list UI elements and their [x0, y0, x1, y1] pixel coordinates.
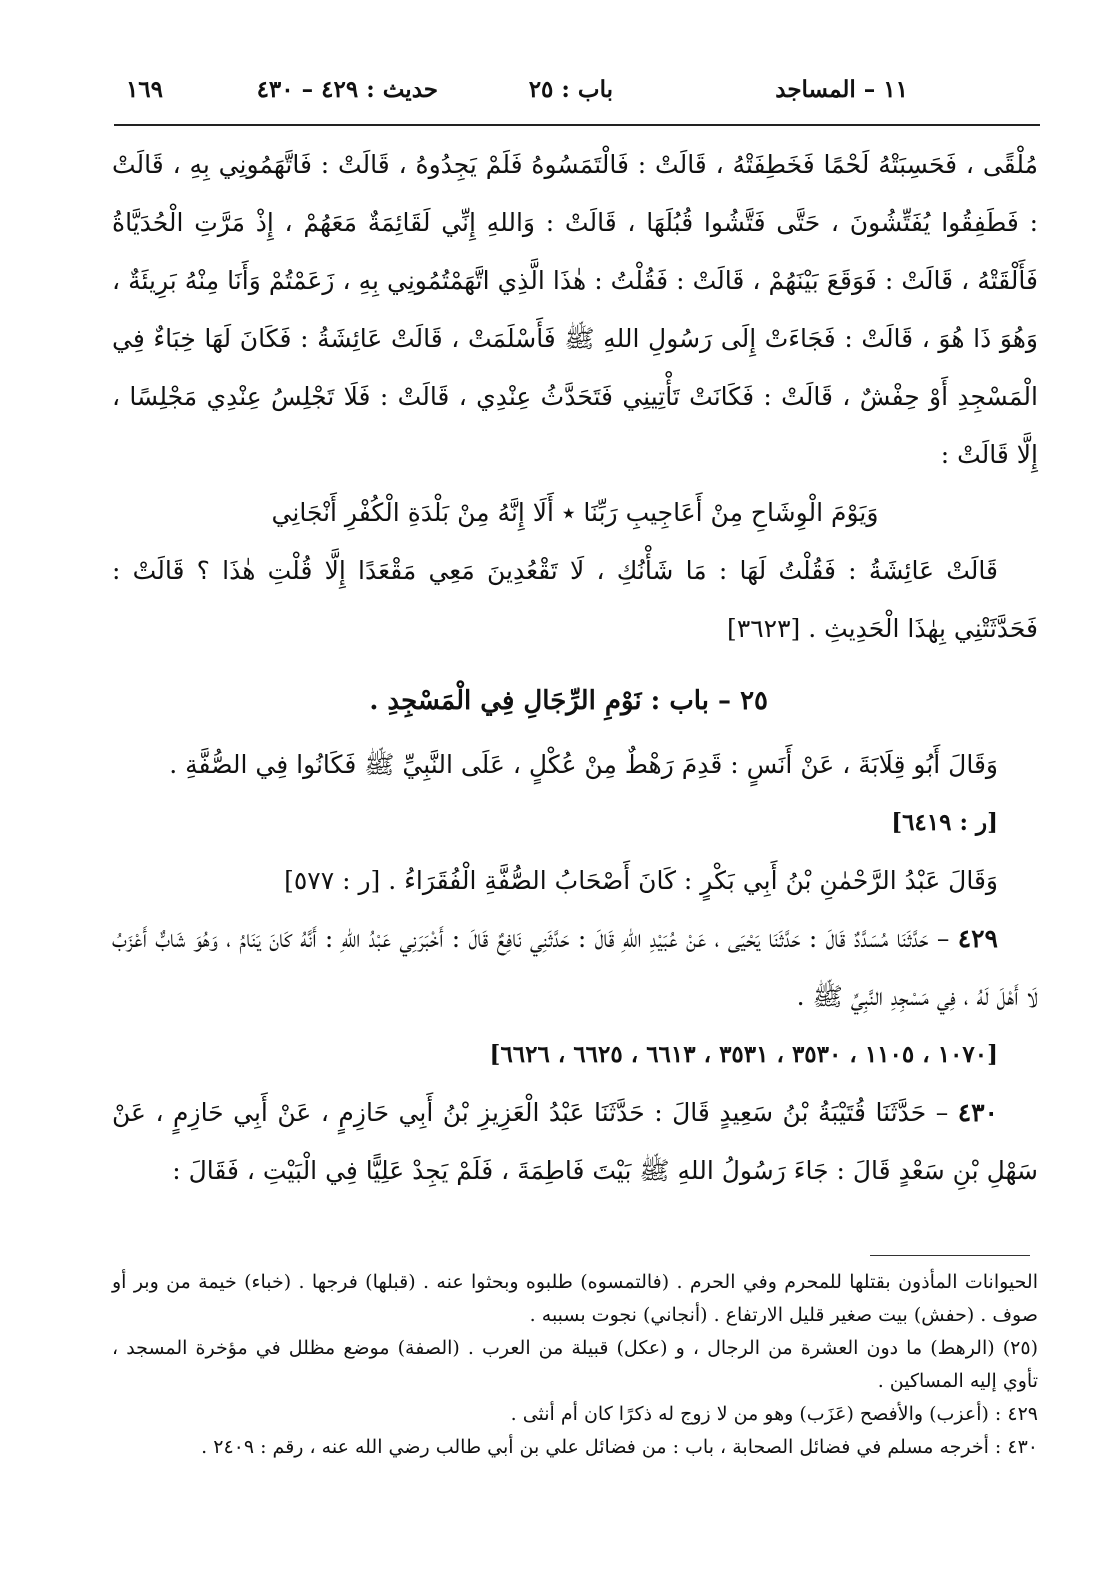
footnote-divider: [870, 1255, 1030, 1256]
hadith-429-text: – حَدَّثَنَا مُسَدَّدٌ قَالَ : حَدَّثَنَا يَحْيَى ، عَنْ عُبَيْدِ اللهِ قَالَ : حَدَّثَنِي نَافِعٌ قَالَ : أَخْبَرَنِي عَبْدُ اللهِ : أَنَّهُ كَانَ يَنَامُ ، وَهُوَ شَابٌّ أَعْزَبُ لَا أَهْلَ لَهُ ، فِي مَسْجِدِ النَّبِيِّ ﷺ .: [112, 924, 1038, 1011]
header-divider: [114, 124, 1040, 126]
chapter-title-header: ١١ – المساجد: [775, 76, 908, 103]
hadith-429-cross-references: [١٠٧٠ ، ١١٠٥ ، ٣٥٣٠ ، ٣٥٣١ ، ٦٦١٣ ، ٦٦٢٥ ، ٦٦٢٦]: [489, 1041, 998, 1068]
hadith-430-text: – حَدَّثَنَا قُتَيْبَةُ بْنُ سَعِيدٍ قَالَ : حَدَّثَنَا عَبْدُ الْعَزِيزِ بْنُ أَبِي حَازِمٍ ، عَنْ أَبِي حَازِمٍ ، عَنْ سَهْلِ بْنِ سَعْدٍ قَالَ : جَاءَ رَسُولُ اللهِ ﷺ بَيْتَ فَاطِمَةَ ، فَلَمْ يَجِدْ عَلِيًّا فِي الْبَيْتِ ، فَقَالَ :: [112, 1098, 1038, 1185]
footnote-vocabulary: الحيوانات المأذون بقتلها للمحرم وفي الحرم . (فالتمسوه) طلبوه وبحثوا عنه . (قبلها) فرجها . (خباء) خيمة من وبر أو صوف . (حفش) بيت صغير قليل الارتفاع . (أنجاني) نجوت بسببه .: [112, 1271, 1038, 1326]
hadith-429: [112, 910, 1038, 1026]
main-text: [112, 136, 1038, 1200]
paragraph-narration-continuation: مُلْقًى ، فَحَسِبَتْهُ لَحْمًا فَخَطِفَتْهُ ، قَالَتْ : فَالْتَمَسُوهُ فَلَمْ يَجِدُوهُ ، قَالَتْ : فَاتَّهَمُونِي بِهِ ، قَالَتْ : فَطَفِقُوا يُفَتِّشُونَ ، حَتَّى فَتَّشُوا قُبُلَهَا ، قَالَتْ : وَاللهِ إِنِّي لَقَائِمَةٌ مَعَهُمْ ، إِذْ مَرَّتِ الْحُدَيَّاةُ فَأَلْقَتْهُ ، قَالَتْ : فَوَقَعَ بَيْنَهُمْ ، قَالَتْ : فَقُلْتُ : هٰذَا الَّذِي اتَّهَمْتُمُونِي بِهِ ، زَعَمْتُمْ وَأَنَا مِنْهُ بَرِيئَةٌ ، وَهُوَ ذَا هُوَ ، قَالَتْ : فَجَاءَتْ إِلَى رَسُولِ اللهِ ﷺ فَأَسْلَمَتْ ، قَالَتْ عَائِشَةُ : فَكَانَ لَهَا خِبَاءٌ فِي الْمَسْجِدِ أَوْ حِفْشٌ ، قَالَتْ : فَكَانَتْ تَأْتِينِي فَتَحَدَّثُ عِنْدِي ، قَالَتْ : فَلَا تَجْلِسُ عِنْدِي مَجْلِسًا ، إِلَّا قَالَتْ :: [112, 150, 1038, 469]
footnote-430: ٤٣٠ : أخرجه مسلم في فضائل الصحابة ، باب : من فضائل علي بن أبي طالب رضي الله عنه ، رقم : ٢٤٠٩ .: [201, 1436, 1038, 1458]
hadith-range-header: حديث : ٤٢٩ – ٤٣٠: [256, 76, 438, 103]
hadith-number-429: ٤٢٩: [957, 924, 998, 953]
paragraph-aisha: قَالَتْ عَائِشَةُ : فَقُلْتُ لَهَا : مَا شَأْنُكِ ، لَا تَقْعُدِينَ مَعِي مَقْعَدًا إِلَّا قُلْتِ هٰذَا ؟ قَالَتْ : فَحَدَّثَتْنِي بِهٰذَا الْحَدِيثِ . [٣٦٢٣]: [112, 556, 1038, 643]
hadith-number-430: ٤٣٠: [957, 1098, 998, 1127]
paragraph-abu-qilaba: وَقَالَ أَبُو قِلَابَةَ ، عَنْ أَنَسٍ : قَدِمَ رَهْطٌ مِنْ عُكْلٍ ، عَلَى النَّبِيِّ ﷺ فَكَانُوا فِي الصُّفَّةِ .: [169, 750, 998, 779]
footnote-25: (٢٥) (الرهط) ما دون العشرة من الرجال ، و (عكل) قبيلة من العرب . (الصفة) موضع مظلل في مؤخرة المسجد ، تأوي إليه المساكين .: [112, 1337, 1038, 1392]
running-header: [112, 64, 1038, 114]
footnotes: [112, 1266, 1038, 1464]
page-number: ١٦٩: [125, 76, 163, 103]
hadith-430: [112, 1084, 1038, 1200]
paragraph-abdurrahman: وَقَالَ عَبْدُ الرَّحْمٰنِ بْنُ أَبِي بَكْرٍ : كَانَ أَصْحَابُ الصُّفَّةِ الْفُقَرَاءُ . [ر : ٥٧٧]: [284, 866, 998, 895]
bab-number-header: باب : ٢٥: [528, 76, 613, 103]
footnote-429: ٤٢٩ : (أعزب) والأفصح (عَزَب) وهو من لا زوج له ذكرًا كان أم أنثى .: [510, 1403, 1038, 1425]
poetry-verse: وَيَوْمَ الْوِشَاحِ مِنْ أَعَاجِيبِ رَبِّنَا ٭ أَلَا إِنَّهُ مِنْ بَلْدَةِ الْكُفْرِ أَنْجَانِي: [271, 498, 879, 527]
chapter-heading: ٢٥ – باب : نَوْمِ الرِّجَالِ فِي الْمَسْجِدِ .: [369, 686, 768, 716]
reference-abu-qilaba: [ر : ٦٤١٩]: [891, 809, 998, 836]
